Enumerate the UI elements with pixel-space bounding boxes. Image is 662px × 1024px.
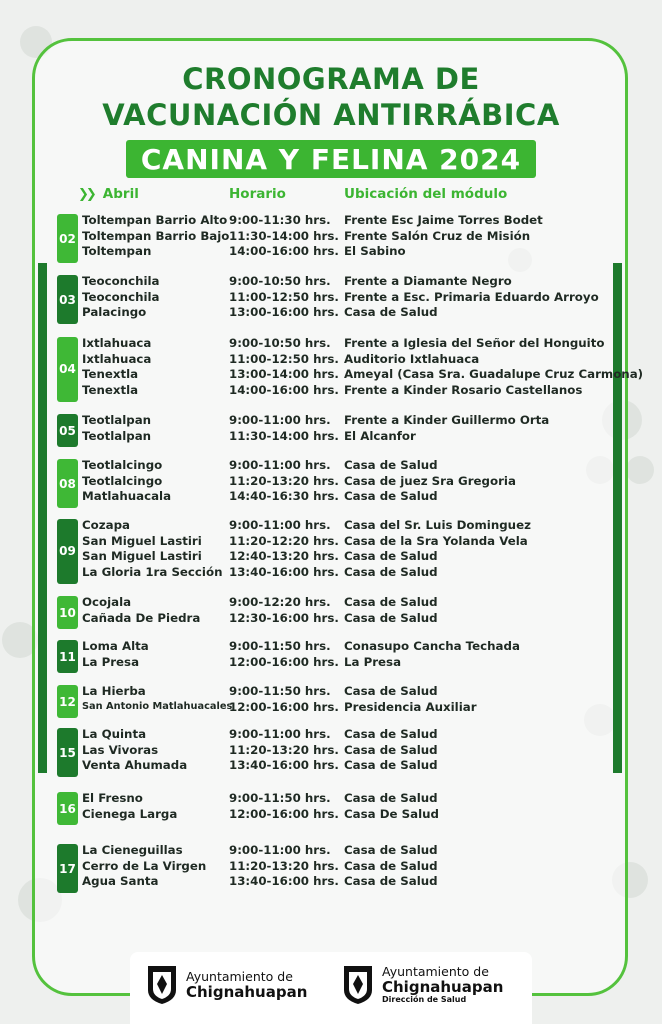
- place-cell: Frente a Kinder Guillermo Orta: [344, 413, 550, 427]
- schedule-row: [0, 684, 662, 700]
- location-cell: La Quinta: [82, 727, 147, 741]
- month-label: Abril: [102, 186, 139, 202]
- location-cell: Cañada De Piedra: [82, 610, 201, 625]
- shield-icon: [146, 964, 178, 1006]
- schedule-row: [0, 213, 662, 229]
- time-cell: 11:30-14:00 hrs.: [229, 228, 339, 243]
- place-cell: Casa de Salud: [344, 549, 438, 564]
- location-cell: Teotlalpan: [82, 413, 152, 427]
- schedule-row: [0, 336, 662, 352]
- time-cell: 9:00-11:00 hrs.: [229, 413, 331, 427]
- time-cell: 14:00-16:00 hrs.: [229, 383, 339, 398]
- day-badge: 15: [57, 728, 78, 777]
- place-cell: Casa de Salud: [344, 305, 438, 320]
- location-cell: Loma Alta: [82, 639, 149, 653]
- place-cell: Casa de Salud: [344, 565, 438, 580]
- location-cell: Ixtlahuaca: [82, 336, 152, 350]
- location-cell: Ixtlahuaca: [82, 351, 152, 366]
- schedule-row: [0, 244, 662, 260]
- location-cell: Palacingo: [82, 305, 147, 320]
- time-cell: 9:00-10:50 hrs.: [229, 274, 331, 288]
- time-cell: 9:00-11:50 hrs.: [229, 791, 331, 805]
- location-cell: Toltempan Barrio Alto: [82, 213, 228, 227]
- day-badge: 10: [57, 596, 78, 629]
- place-cell: Casa de Salud: [344, 742, 438, 757]
- title-line-1: CRONOGRAMA DE: [182, 62, 480, 96]
- time-cell: 9:00-11:00 hrs.: [229, 727, 331, 741]
- time-cell: 12:00-16:00 hrs.: [229, 806, 339, 821]
- place-cell: Frente Salón Cruz de Misión: [344, 228, 531, 243]
- day-badge: 16: [57, 792, 78, 825]
- day-badge: 04: [57, 337, 78, 402]
- title-band: [126, 140, 536, 178]
- schedule-row: [0, 611, 662, 627]
- schedule-row: [0, 859, 662, 875]
- time-cell: 9:00-11:50 hrs.: [229, 684, 331, 698]
- schedule-row: [0, 534, 662, 550]
- location-cell: San Miguel Lastiri: [82, 533, 202, 548]
- place-cell: Ameyal (Casa Sra. Guadalupe Cruz Carmona): [344, 367, 644, 382]
- time-cell: 9:00-11:30 hrs.: [229, 213, 331, 227]
- place-cell: Auditorio Ixtlahuaca: [344, 351, 480, 366]
- place-cell: Casa de juez Sra Gregoria: [344, 473, 516, 488]
- location-cell: La Gloria 1ra Sección: [82, 565, 223, 580]
- place-cell: Frente a Iglesia del Señor del Honguito: [344, 336, 605, 350]
- day-badge: 02: [57, 214, 78, 263]
- place-cell: Frente a Kinder Rosario Castellanos: [344, 383, 583, 398]
- health-directorate-logo: [342, 964, 503, 1006]
- schedule-row: [0, 700, 662, 716]
- schedule-row: [0, 367, 662, 383]
- time-cell: 11:20-13:20 hrs.: [229, 473, 339, 488]
- place-cell: Casa de Salud: [344, 489, 438, 504]
- schedule-row: [0, 743, 662, 759]
- place-cell: Frente a Diamante Negro: [344, 274, 512, 288]
- schedule-row: [0, 807, 662, 823]
- time-cell: 13:40-16:00 hrs.: [229, 565, 339, 580]
- location-cell: Cerro de La Virgen: [82, 858, 207, 873]
- schedule-row: [0, 565, 662, 581]
- schedule-row: [0, 229, 662, 245]
- time-cell: 13:00-14:00 hrs.: [229, 367, 339, 382]
- time-cell: 11:20-12:20 hrs.: [229, 533, 339, 548]
- schedule-row: [0, 595, 662, 611]
- place-cell: El Sabino: [344, 244, 406, 259]
- place-header: Ubicación del módulo: [344, 186, 508, 202]
- location-cell: Teotlalcingo: [82, 458, 163, 472]
- location-cell: Teotlalpan: [82, 428, 152, 443]
- location-cell: Teoconchila: [82, 274, 160, 288]
- schedule-row: [0, 874, 662, 890]
- time-cell: 11:00-12:50 hrs.: [229, 351, 339, 366]
- time-cell: 14:00-16:00 hrs.: [229, 244, 339, 259]
- place-cell: Casa del Sr. Luis Dominguez: [344, 518, 531, 532]
- schedule-row: [0, 843, 662, 859]
- schedule-row: [0, 639, 662, 655]
- place-cell: Casa de Salud: [344, 758, 438, 773]
- place-cell: Conasupo Cancha Techada: [344, 639, 520, 653]
- location-cell: Tenextla: [82, 383, 139, 398]
- time-cell: 11:30-14:00 hrs.: [229, 428, 339, 443]
- place-cell: La Presa: [344, 654, 402, 669]
- day-badge: 03: [57, 275, 78, 324]
- month-header: [78, 186, 139, 202]
- location-cell: Cozapa: [82, 518, 130, 532]
- time-cell: 9:00-11:00 hrs.: [229, 458, 331, 472]
- schedule-row: [0, 274, 662, 290]
- day-badge: 09: [57, 519, 78, 584]
- time-cell: 12:00-16:00 hrs.: [229, 699, 339, 714]
- place-cell: Casa de Salud: [344, 843, 438, 857]
- location-cell: Teotlalcingo: [82, 473, 163, 488]
- schedule-row: [0, 655, 662, 671]
- place-cell: Casa de Salud: [344, 458, 438, 472]
- time-cell: 9:00-11:00 hrs.: [229, 518, 331, 532]
- location-cell: San Miguel Lastiri: [82, 549, 202, 564]
- schedule-row: [0, 489, 662, 505]
- place-cell: Casa de Salud: [344, 727, 438, 741]
- time-cell: 9:00-12:20 hrs.: [229, 595, 331, 609]
- time-cell: 9:00-11:50 hrs.: [229, 639, 331, 653]
- location-cell: Las Vivoras: [82, 742, 159, 757]
- day-badge: 11: [57, 640, 78, 673]
- schedule-row: [0, 727, 662, 743]
- location-cell: Toltempan Barrio Bajo: [82, 228, 230, 243]
- location-cell: San Antonio Matlahuacales: [82, 700, 233, 712]
- place-cell: El Alcanfor: [344, 428, 416, 443]
- shield-icon: [342, 964, 374, 1006]
- schedule-row: [0, 383, 662, 399]
- place-cell: Casa de la Sra Yolanda Vela: [344, 533, 528, 548]
- place-cell: Casa de Salud: [344, 684, 438, 698]
- place-cell: Presidencia Auxiliar: [344, 699, 477, 714]
- time-cell: 9:00-11:00 hrs.: [229, 843, 331, 857]
- hours-header: Horario: [229, 186, 286, 202]
- logo2-line3: Dirección de Salud: [382, 994, 467, 1004]
- location-cell: Toltempan: [82, 244, 152, 259]
- place-cell: Casa De Salud: [344, 806, 439, 821]
- day-badge: 05: [57, 414, 78, 447]
- logo2-line2: Chignahuapan: [382, 978, 504, 997]
- location-cell: Agua Santa: [82, 874, 159, 889]
- location-cell: La Presa: [82, 654, 140, 669]
- time-cell: 12:30-16:00 hrs.: [229, 610, 339, 625]
- schedule-row: [0, 290, 662, 306]
- schedule-row: [0, 352, 662, 368]
- time-cell: 11:20-13:20 hrs.: [229, 742, 339, 757]
- footer-logos: [130, 952, 532, 1024]
- time-cell: 12:00-16:00 hrs.: [229, 654, 339, 669]
- schedule-row: [0, 429, 662, 445]
- title-line-2: VACUNACIÓN ANTIRRÁBICA: [102, 98, 560, 132]
- location-cell: Venta Ahumada: [82, 758, 188, 773]
- schedule-row: [0, 413, 662, 429]
- place-cell: Frente Esc Jaime Torres Bodet: [344, 213, 543, 227]
- day-badge: 12: [57, 685, 78, 718]
- location-cell: La Hierba: [82, 684, 146, 698]
- day-badge: 08: [57, 459, 78, 508]
- time-cell: 11:20-13:20 hrs.: [229, 858, 339, 873]
- location-cell: Ocojala: [82, 595, 132, 609]
- place-cell: Casa de Salud: [344, 791, 438, 805]
- place-cell: Casa de Salud: [344, 595, 438, 609]
- location-cell: Teoconchila: [82, 289, 160, 304]
- schedule-row: [0, 305, 662, 321]
- location-cell: Matlahuacala: [82, 489, 172, 504]
- place-cell: Casa de Salud: [344, 874, 438, 889]
- schedule-row: [0, 758, 662, 774]
- location-cell: Cienega Larga: [82, 806, 178, 821]
- time-cell: 14:40-16:30 hrs.: [229, 489, 339, 504]
- time-cell: 11:00-12:50 hrs.: [229, 289, 339, 304]
- logo1-line2: Chignahuapan: [186, 982, 308, 1001]
- municipality-logo: [146, 964, 307, 1006]
- location-cell: El Fresno: [82, 791, 143, 805]
- schedule-row: [0, 549, 662, 565]
- schedule-row: [0, 791, 662, 807]
- logo1-line1: Ayuntamiento de: [186, 968, 293, 984]
- time-cell: 13:00-16:00 hrs.: [229, 305, 339, 320]
- place-cell: Frente a Esc. Primaria Eduardo Arroyo: [344, 289, 599, 304]
- day-badge: 17: [57, 844, 78, 893]
- place-cell: Casa de Salud: [344, 858, 438, 873]
- double-chevron-icon: ❯❯: [78, 186, 94, 202]
- location-cell: La Cieneguillas: [82, 843, 183, 857]
- title-band-text: CANINA Y FELINA 2024: [140, 142, 522, 176]
- time-cell: 9:00-10:50 hrs.: [229, 336, 331, 350]
- location-cell: Tenextla: [82, 367, 139, 382]
- time-cell: 13:40-16:00 hrs.: [229, 874, 339, 889]
- logo2-line1: Ayuntamiento de: [382, 964, 489, 980]
- schedule-row: [0, 518, 662, 534]
- schedule-row: [0, 474, 662, 490]
- time-cell: 12:40-13:20 hrs.: [229, 549, 339, 564]
- time-cell: 13:40-16:00 hrs.: [229, 758, 339, 773]
- schedule-row: [0, 458, 662, 474]
- place-cell: Casa de Salud: [344, 610, 438, 625]
